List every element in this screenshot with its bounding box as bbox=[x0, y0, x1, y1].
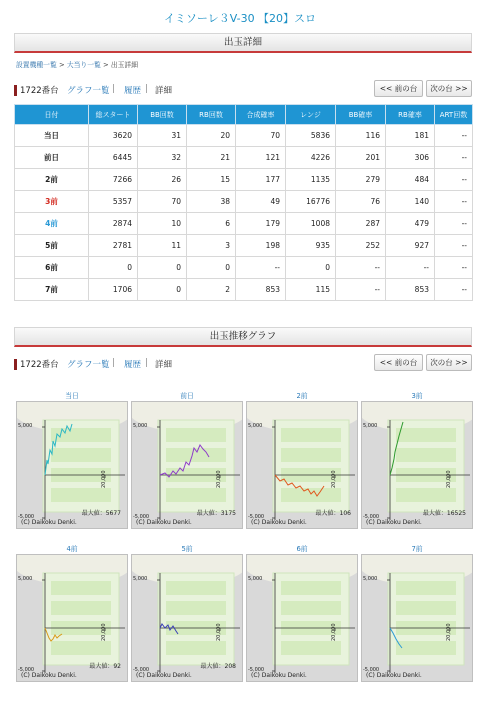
table-cell: 0 bbox=[138, 279, 187, 301]
table-cell: 484 bbox=[386, 169, 435, 191]
y-axis-top-label: 5,000 bbox=[18, 423, 33, 429]
graph-section-header: 出玉推移グラフ bbox=[14, 327, 472, 347]
x-axis-label: 20,000 bbox=[101, 470, 107, 488]
table-cell: 115 bbox=[286, 279, 336, 301]
table-row bbox=[15, 147, 473, 169]
breadcrumb-current: 出玉詳細 bbox=[110, 61, 139, 69]
subnav-marker bbox=[14, 359, 17, 370]
machine-number: 1722番台 bbox=[20, 360, 59, 370]
table-cell: 21 bbox=[187, 147, 236, 169]
x-axis-label: 20,000 bbox=[446, 623, 452, 641]
graph-title[interactable]: 4前 bbox=[66, 545, 78, 553]
graph-max-value: 最大値：92 bbox=[89, 663, 121, 670]
y-axis-bottom-label: -5,000 bbox=[18, 667, 35, 673]
graph-max-value: 最大値：208 bbox=[200, 663, 236, 670]
column-header: レンジ bbox=[286, 105, 336, 125]
slump-graph bbox=[131, 544, 243, 682]
row-day-label: 7前 bbox=[15, 279, 89, 301]
graph-canvas bbox=[16, 401, 128, 529]
table-cell: 15 bbox=[187, 169, 236, 191]
graph-copyright: (C) Daikoku Denki. bbox=[366, 672, 422, 679]
subnav-divider: | bbox=[112, 84, 115, 94]
table-cell: 32 bbox=[138, 147, 187, 169]
next-machine-button[interactable]: 次の台 >> bbox=[426, 354, 472, 371]
graph-copyright: (C) Daikoku Denki. bbox=[366, 519, 422, 526]
table-cell: 252 bbox=[336, 235, 386, 257]
column-header: BB回数 bbox=[138, 105, 187, 125]
table-cell: 2874 bbox=[89, 213, 138, 235]
detail-label: 詳細 bbox=[155, 86, 173, 96]
subnav-marker bbox=[14, 85, 17, 96]
table-cell: 181 bbox=[386, 125, 435, 147]
graph-max-value: 最大値：5677 bbox=[81, 510, 121, 517]
detail-label: 詳細 bbox=[155, 360, 173, 370]
table-cell: 3620 bbox=[89, 125, 138, 147]
table-cell: 76 bbox=[336, 191, 386, 213]
y-axis-bottom-label: -5,000 bbox=[248, 514, 265, 520]
table-cell: 853 bbox=[386, 279, 435, 301]
table-cell: -- bbox=[386, 257, 435, 279]
subnav-divider: | bbox=[145, 358, 148, 368]
data-table bbox=[14, 104, 473, 301]
table-cell: 49 bbox=[236, 191, 286, 213]
table-cell: 38 bbox=[187, 191, 236, 213]
row-day-label: 4前 bbox=[15, 213, 89, 235]
table-cell: 140 bbox=[386, 191, 435, 213]
slump-graph bbox=[16, 544, 128, 682]
table-cell: 1135 bbox=[286, 169, 336, 191]
column-header: 日付 bbox=[15, 105, 89, 125]
column-header: 総スタート bbox=[89, 105, 138, 125]
table-cell: -- bbox=[435, 235, 473, 257]
graph-copyright: (C) Daikoku Denki. bbox=[251, 519, 307, 526]
y-axis-top-label: 5,000 bbox=[363, 423, 378, 429]
table-cell: -- bbox=[435, 191, 473, 213]
subnav-divider: | bbox=[145, 84, 148, 94]
row-day-label: 前日 bbox=[15, 147, 89, 169]
table-cell: 16776 bbox=[286, 191, 336, 213]
y-axis-top-label: 5,000 bbox=[248, 576, 263, 582]
slump-graph bbox=[246, 544, 358, 682]
row-day-label: 3前 bbox=[15, 191, 89, 213]
table-cell: 306 bbox=[386, 147, 435, 169]
slump-graph bbox=[361, 391, 473, 529]
table-cell: 5357 bbox=[89, 191, 138, 213]
table-cell: 31 bbox=[138, 125, 187, 147]
machine-number: 1722番台 bbox=[20, 86, 59, 96]
row-day-label: 当日 bbox=[15, 125, 89, 147]
breadcrumb bbox=[16, 59, 138, 69]
table-cell: -- bbox=[435, 213, 473, 235]
graph-canvas bbox=[131, 554, 243, 682]
table-cell: 287 bbox=[336, 213, 386, 235]
table-cell: 20 bbox=[187, 125, 236, 147]
table-cell: -- bbox=[435, 169, 473, 191]
graph-list-link[interactable]: グラフ一覧 bbox=[67, 360, 110, 370]
x-axis-label: 20,000 bbox=[101, 623, 107, 641]
column-header: BB確率 bbox=[336, 105, 386, 125]
page-title: イミソーレ３V-30 【20】スロ bbox=[163, 12, 317, 25]
breadcrumb-separator: > bbox=[100, 61, 111, 69]
graph-copyright: (C) Daikoku Denki. bbox=[136, 672, 192, 679]
x-axis-label: 20,000 bbox=[331, 470, 337, 488]
graph-copyright: (C) Daikoku Denki. bbox=[21, 519, 77, 526]
breadcrumb-separator: > bbox=[56, 61, 67, 69]
table-row bbox=[15, 213, 473, 235]
y-axis-top-label: 5,000 bbox=[133, 576, 148, 582]
slump-graph bbox=[16, 391, 128, 529]
x-axis-label: 20,000 bbox=[216, 623, 222, 641]
x-axis-label: 20,000 bbox=[216, 470, 222, 488]
table-cell: 0 bbox=[187, 257, 236, 279]
column-header: ART回数 bbox=[435, 105, 473, 125]
graph-canvas bbox=[361, 554, 473, 682]
x-axis-label: 20,000 bbox=[331, 623, 337, 641]
table-cell: 198 bbox=[236, 235, 286, 257]
table-cell: -- bbox=[336, 279, 386, 301]
table-cell: 70 bbox=[236, 125, 286, 147]
table-row bbox=[15, 125, 473, 147]
subnav-divider: | bbox=[112, 358, 115, 368]
graph-max-value: 最大値：3175 bbox=[196, 510, 236, 517]
graph-max-value: 最大値：16525 bbox=[422, 510, 466, 517]
table-cell: -- bbox=[435, 257, 473, 279]
y-axis-top-label: 5,000 bbox=[248, 423, 263, 429]
table-cell: 177 bbox=[236, 169, 286, 191]
y-axis-bottom-label: -5,000 bbox=[133, 514, 150, 520]
table-cell: 4226 bbox=[286, 147, 336, 169]
table-cell: 116 bbox=[336, 125, 386, 147]
row-day-label: 2前 bbox=[15, 169, 89, 191]
graph-canvas bbox=[361, 401, 473, 529]
table-cell: -- bbox=[236, 257, 286, 279]
slump-graph bbox=[246, 391, 358, 529]
table-cell: 10 bbox=[138, 213, 187, 235]
graph-canvas bbox=[246, 401, 358, 529]
graph-copyright: (C) Daikoku Denki. bbox=[136, 519, 192, 526]
slump-graph bbox=[361, 544, 473, 682]
row-day-label: 6前 bbox=[15, 257, 89, 279]
graph-canvas bbox=[16, 554, 128, 682]
table-cell: -- bbox=[336, 257, 386, 279]
breadcrumb-jackpot-list[interactable]: 大当り一覧 bbox=[66, 61, 101, 69]
graph-list-link[interactable]: グラフ一覧 bbox=[67, 86, 110, 96]
table-cell: -- bbox=[435, 125, 473, 147]
graph-copyright: (C) Daikoku Denki. bbox=[21, 672, 77, 679]
next-machine-button[interactable]: 次の台 >> bbox=[426, 80, 472, 97]
table-cell: 1706 bbox=[89, 279, 138, 301]
table-cell: 853 bbox=[236, 279, 286, 301]
table-cell: 479 bbox=[386, 213, 435, 235]
prev-machine-button[interactable]: << 前の台 bbox=[374, 354, 423, 371]
y-axis-bottom-label: -5,000 bbox=[363, 514, 380, 520]
graph-canvas bbox=[131, 401, 243, 529]
table-cell: 26 bbox=[138, 169, 187, 191]
detail-section-header: 出玉詳細 bbox=[14, 33, 472, 53]
table-row bbox=[15, 235, 473, 257]
y-axis-top-label: 5,000 bbox=[133, 423, 148, 429]
y-axis-bottom-label: -5,000 bbox=[133, 667, 150, 673]
y-axis-bottom-label: -5,000 bbox=[363, 667, 380, 673]
row-day-label: 5前 bbox=[15, 235, 89, 257]
graph-title[interactable]: 当日 bbox=[65, 392, 79, 400]
table-cell: 70 bbox=[138, 191, 187, 213]
graph-title[interactable]: 5前 bbox=[181, 545, 193, 553]
table-cell: 0 bbox=[138, 257, 187, 279]
table-cell: 2 bbox=[187, 279, 236, 301]
prev-machine-button[interactable]: << 前の台 bbox=[374, 80, 423, 97]
table-row bbox=[15, 191, 473, 213]
breadcrumb-machine-list[interactable]: 設置機種一覧 bbox=[16, 61, 57, 69]
y-axis-top-label: 5,000 bbox=[363, 576, 378, 582]
graph-title[interactable]: 3前 bbox=[411, 392, 423, 400]
table-cell: 179 bbox=[236, 213, 286, 235]
history-link[interactable]: 履歴 bbox=[124, 86, 142, 96]
table-cell: 0 bbox=[89, 257, 138, 279]
table-cell: 279 bbox=[336, 169, 386, 191]
table-cell: 7266 bbox=[89, 169, 138, 191]
table-row bbox=[15, 257, 473, 279]
table-cell: 6 bbox=[187, 213, 236, 235]
table-cell: 2781 bbox=[89, 235, 138, 257]
y-axis-bottom-label: -5,000 bbox=[248, 667, 265, 673]
graph-canvas bbox=[246, 554, 358, 682]
y-axis-bottom-label: -5,000 bbox=[18, 514, 35, 520]
slump-graph bbox=[131, 391, 243, 529]
graph-title[interactable]: 前日 bbox=[180, 392, 194, 400]
graph-title[interactable]: 7前 bbox=[411, 545, 423, 553]
table-row bbox=[15, 279, 473, 301]
graph-title[interactable]: 2前 bbox=[296, 392, 308, 400]
table-cell: 6445 bbox=[89, 147, 138, 169]
table-cell: 5836 bbox=[286, 125, 336, 147]
table-cell: -- bbox=[435, 147, 473, 169]
table-cell: 11 bbox=[138, 235, 187, 257]
table-cell: 1008 bbox=[286, 213, 336, 235]
graph-max-value: 最大値：106 bbox=[315, 510, 351, 517]
table-row bbox=[15, 169, 473, 191]
y-axis-top-label: 5,000 bbox=[18, 576, 33, 582]
table-cell: -- bbox=[435, 279, 473, 301]
table-cell: 201 bbox=[336, 147, 386, 169]
graph-title[interactable]: 6前 bbox=[296, 545, 308, 553]
table-cell: 935 bbox=[286, 235, 336, 257]
detail-subnav bbox=[14, 83, 472, 99]
table-cell: 927 bbox=[386, 235, 435, 257]
table-cell: 121 bbox=[236, 147, 286, 169]
column-header: RB回数 bbox=[187, 105, 236, 125]
graph-subnav bbox=[14, 357, 472, 373]
table-cell: 3 bbox=[187, 235, 236, 257]
column-header: 合成確率 bbox=[236, 105, 286, 125]
column-header: RB確率 bbox=[386, 105, 435, 125]
table-cell: 0 bbox=[286, 257, 336, 279]
history-link[interactable]: 履歴 bbox=[124, 360, 142, 370]
graph-copyright: (C) Daikoku Denki. bbox=[251, 672, 307, 679]
x-axis-label: 20,000 bbox=[446, 470, 452, 488]
